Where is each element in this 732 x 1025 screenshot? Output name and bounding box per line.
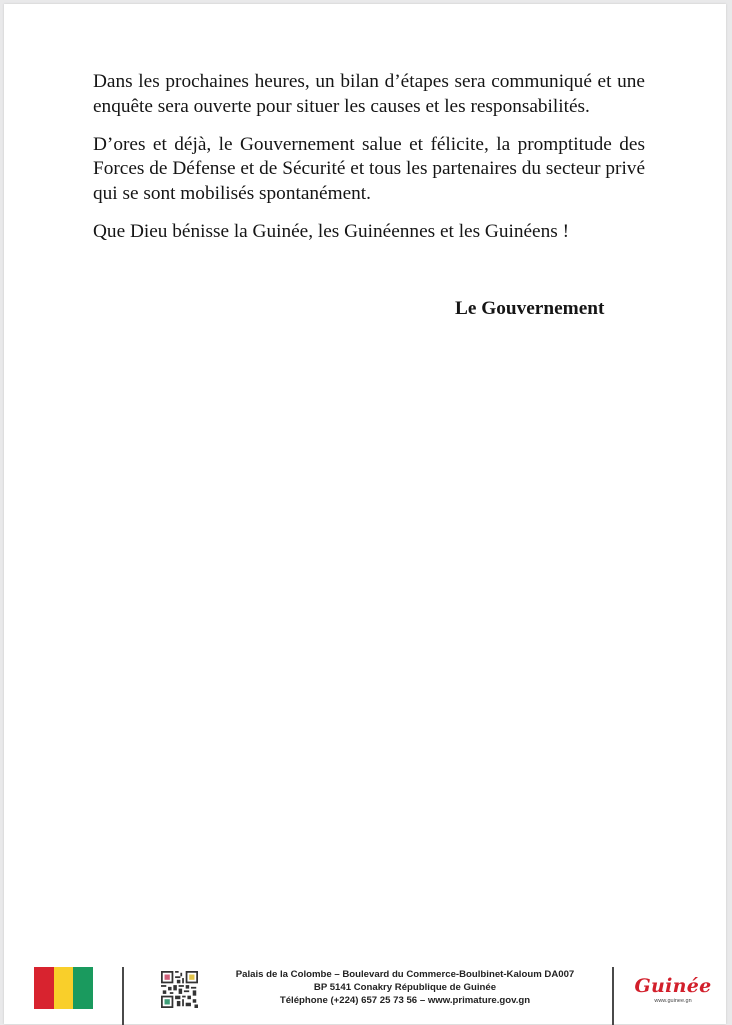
divider [122,967,124,1025]
divider [612,967,614,1025]
contact-line: Téléphone (+224) 657 25 73 56 – www.primature.gov.gn [279,995,531,1006]
paragraph-felicitations: D’ores et déjà, le Gouvernement salue et félicite, la promptitude des Forces de Défense et de Sécurité et tous les partenaires du secteur privé qui se sont mobilisés spontanément. [93,133,645,205]
paragraph-benediction: Que Dieu bénisse la Guinée, les Guinéennes et les Guinéens ! [93,220,569,242]
logo-url: www.guinee.gn [654,998,692,1004]
address-block [215,968,595,1007]
guinee-logo [634,975,712,1015]
logo-wordmark: Guinée [634,975,712,997]
document-body [93,70,645,258]
paragraph-bilan: Dans les prochaines heures, un bilan d’étapes sera communiqué et une enquête sera ouverte pour situer les causes et les responsabilités. [93,71,645,117]
letterhead-footer [0,955,732,1024]
signature: Le Gouvernement [455,298,605,319]
address-line: BP 5141 Conakry République de Guinée [313,982,497,993]
document-page [4,4,726,1024]
qr-code-icon [161,971,198,1008]
address-line: Palais de la Colombe – Boulevard du Commerce-Boulbinet-Kaloum DA007 [235,969,575,980]
guinea-flag-icon [34,967,93,1009]
